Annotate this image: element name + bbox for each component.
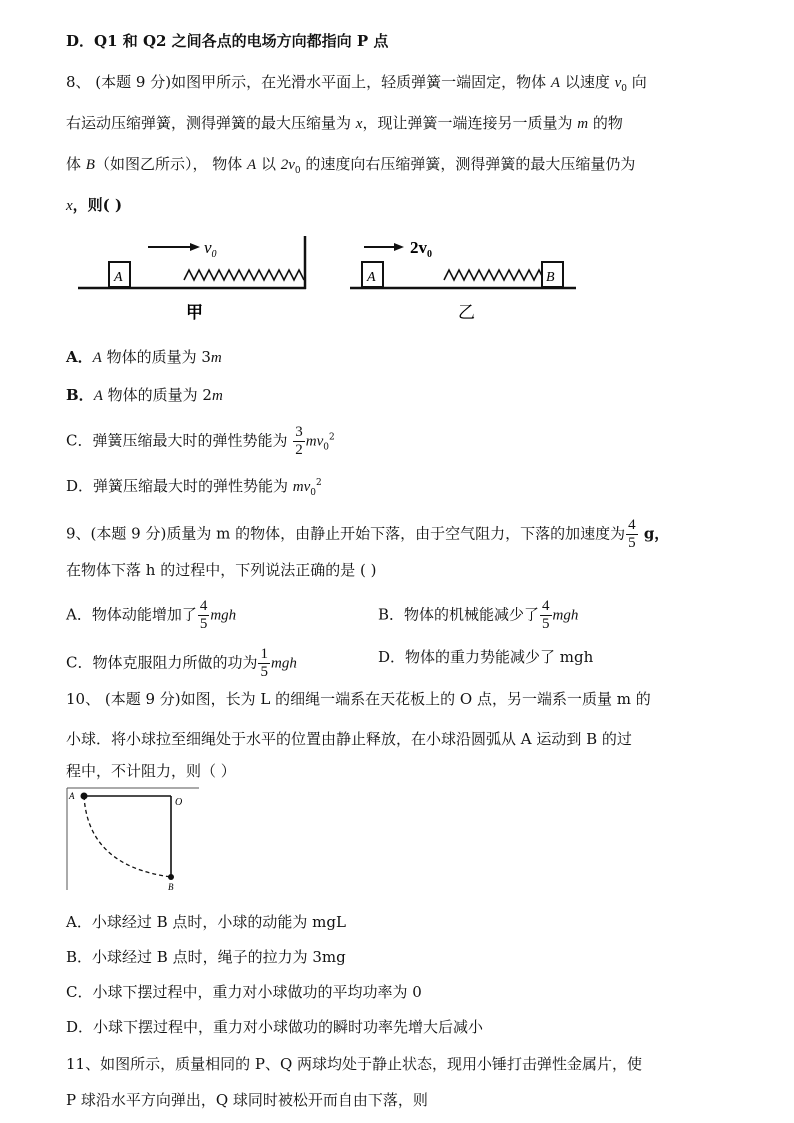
q8-text: ，现让弹簧一端连接另一质量为 [362,114,578,132]
q8-text: 以 [256,155,281,173]
block-b-label: B [546,270,555,285]
arrow-head-icon [190,243,200,251]
q8-var-a: A [247,157,257,173]
fraction: $\frac{4}{5}$ [628,517,636,551]
prev-option-d: D．Q1 和 Q2 之间各点的电场方向都指向 P 点 [66,32,389,50]
q8-sub: 0 [621,84,627,94]
q9-option-d: D．物体的重力势能减少了 mgh [378,648,594,666]
q11-line-1: 11、如图所示，质量相同的 P、Q 两球均处于静止状态，现用小锤打击弹性金属片，使 [66,1055,643,1073]
q8-text: 体 [66,155,86,173]
q8-text: 以速度 [560,73,615,91]
arrow-head-icon [394,243,404,251]
q8-line-4 [66,194,122,217]
q8-option-a: A．A 物体的质量为 3m [66,348,222,366]
block-a-label: A [114,270,123,285]
q11-line-2: P 球沿水平方向弹出，Q 球同时被松开而自由下落，则 [66,1091,428,1109]
q10-option-b: B．小球经过 B 点时，绳子的拉力为 3mg [66,948,346,966]
velocity-label: $2v_0$ [410,238,432,260]
q8-var-v: v [614,75,622,91]
q8-text: 8、 (本题 9 分)如图甲所示，在光滑水平面上，轻质弹簧一端固定，物体 [66,73,551,91]
q10-option-a: A．小球经过 B 点时，小球的动能为 mgL [66,913,346,931]
q8-option-c: C．弹簧压缩最大时的弹性势能为 $\frac{3}{2}$ $mv_0^2$ [66,424,335,458]
q8-sub: 0 [294,166,301,176]
q10-option-c: C．小球下摆过程中，重力对小球做功的平均功率为 0 [66,983,422,1001]
label-b: B [168,882,174,892]
q8-text: 的速度向右压缩弹簧，测得弹簧的最大压缩量仍为 [300,155,636,173]
q8-var-b: B [85,157,95,173]
q8-line-2 [66,112,623,135]
q8-line-3 [66,153,635,182]
q9-line-1: 9、(本题 9 分)质量为 m 的物体，由静止开始下落，由于空气阻力，下落的加速度为 $\frac{4}{5}$ g， [66,517,670,551]
q8-text: 向 [627,73,647,91]
label-a: A [69,791,75,801]
q9-option-a: A．物体动能增加了 $\frac{4}{5}$ mgh [66,598,237,632]
velocity-label: $v_0$ [204,238,217,260]
figure-pendulum [64,786,204,896]
q8-text: 右运动压缩弹簧，测得弹簧的最大压缩量为 [66,114,356,132]
q10-option-d: D．小球下摆过程中，重力对小球做功的瞬时功率先增大后减小 [66,1018,484,1036]
ball-a [81,793,88,800]
block-a-label: A [367,270,376,285]
arc-path [84,796,171,877]
spring-zigzag [184,270,304,280]
q10-line-1: 10、 (本题 9 分)如图，长为 L 的细绳一端系在天花板上的 O 点，另一端系一质量 m 的 [66,690,651,708]
label-o: O [175,797,183,808]
q8-line-1 [66,71,647,100]
fraction: $\frac{4}{5}$ [542,598,550,632]
q8-option-b: B．A 物体的质量为 2m [66,386,223,404]
figure-caption: 乙 [458,303,475,323]
q8-var-x: x [355,116,363,132]
q10-line-2: 小球．将小球拉至细绳处于水平的位置由静止释放，在小球沿圆弧从 A 运动到 B 的过 [66,730,632,748]
q10-line-3: 程中，不计阻力，则（ ） [66,762,236,780]
q9-line-2: 在物体下落 h 的过程中，下列说法正确的是 ( ) [66,561,377,579]
q9-option-c: C．物体克服阻力所做的功为 $\frac{1}{5}$ mgh [66,646,297,680]
figure-caption: 甲 [186,303,203,323]
ball-b [168,874,174,880]
q8-var-x: x [66,198,73,214]
q8-var-a: A [550,75,561,91]
figure-jia [76,232,316,328]
q8-var-2v: 2v [280,157,295,173]
q8-var-m: m [577,116,589,132]
q8-text: ，则( ) [72,196,123,214]
figure-yi [348,232,588,328]
q8-option-d: D．弹簧压缩最大时的弹性势能为 $mv_0^2$ [66,477,322,498]
spring-zigzag [444,270,542,280]
fraction: $\frac{4}{5}$ [199,598,208,632]
q8-text: 的物 [588,114,623,132]
fraction: $\frac{3}{2}$ [295,424,303,458]
q9-option-b: B．物体的机械能减少了 $\frac{4}{5}$ mgh [378,598,579,632]
q8-text: （如图乙所示）， 物体 [94,155,247,173]
fraction: $\frac{1}{5}$ [260,646,268,680]
